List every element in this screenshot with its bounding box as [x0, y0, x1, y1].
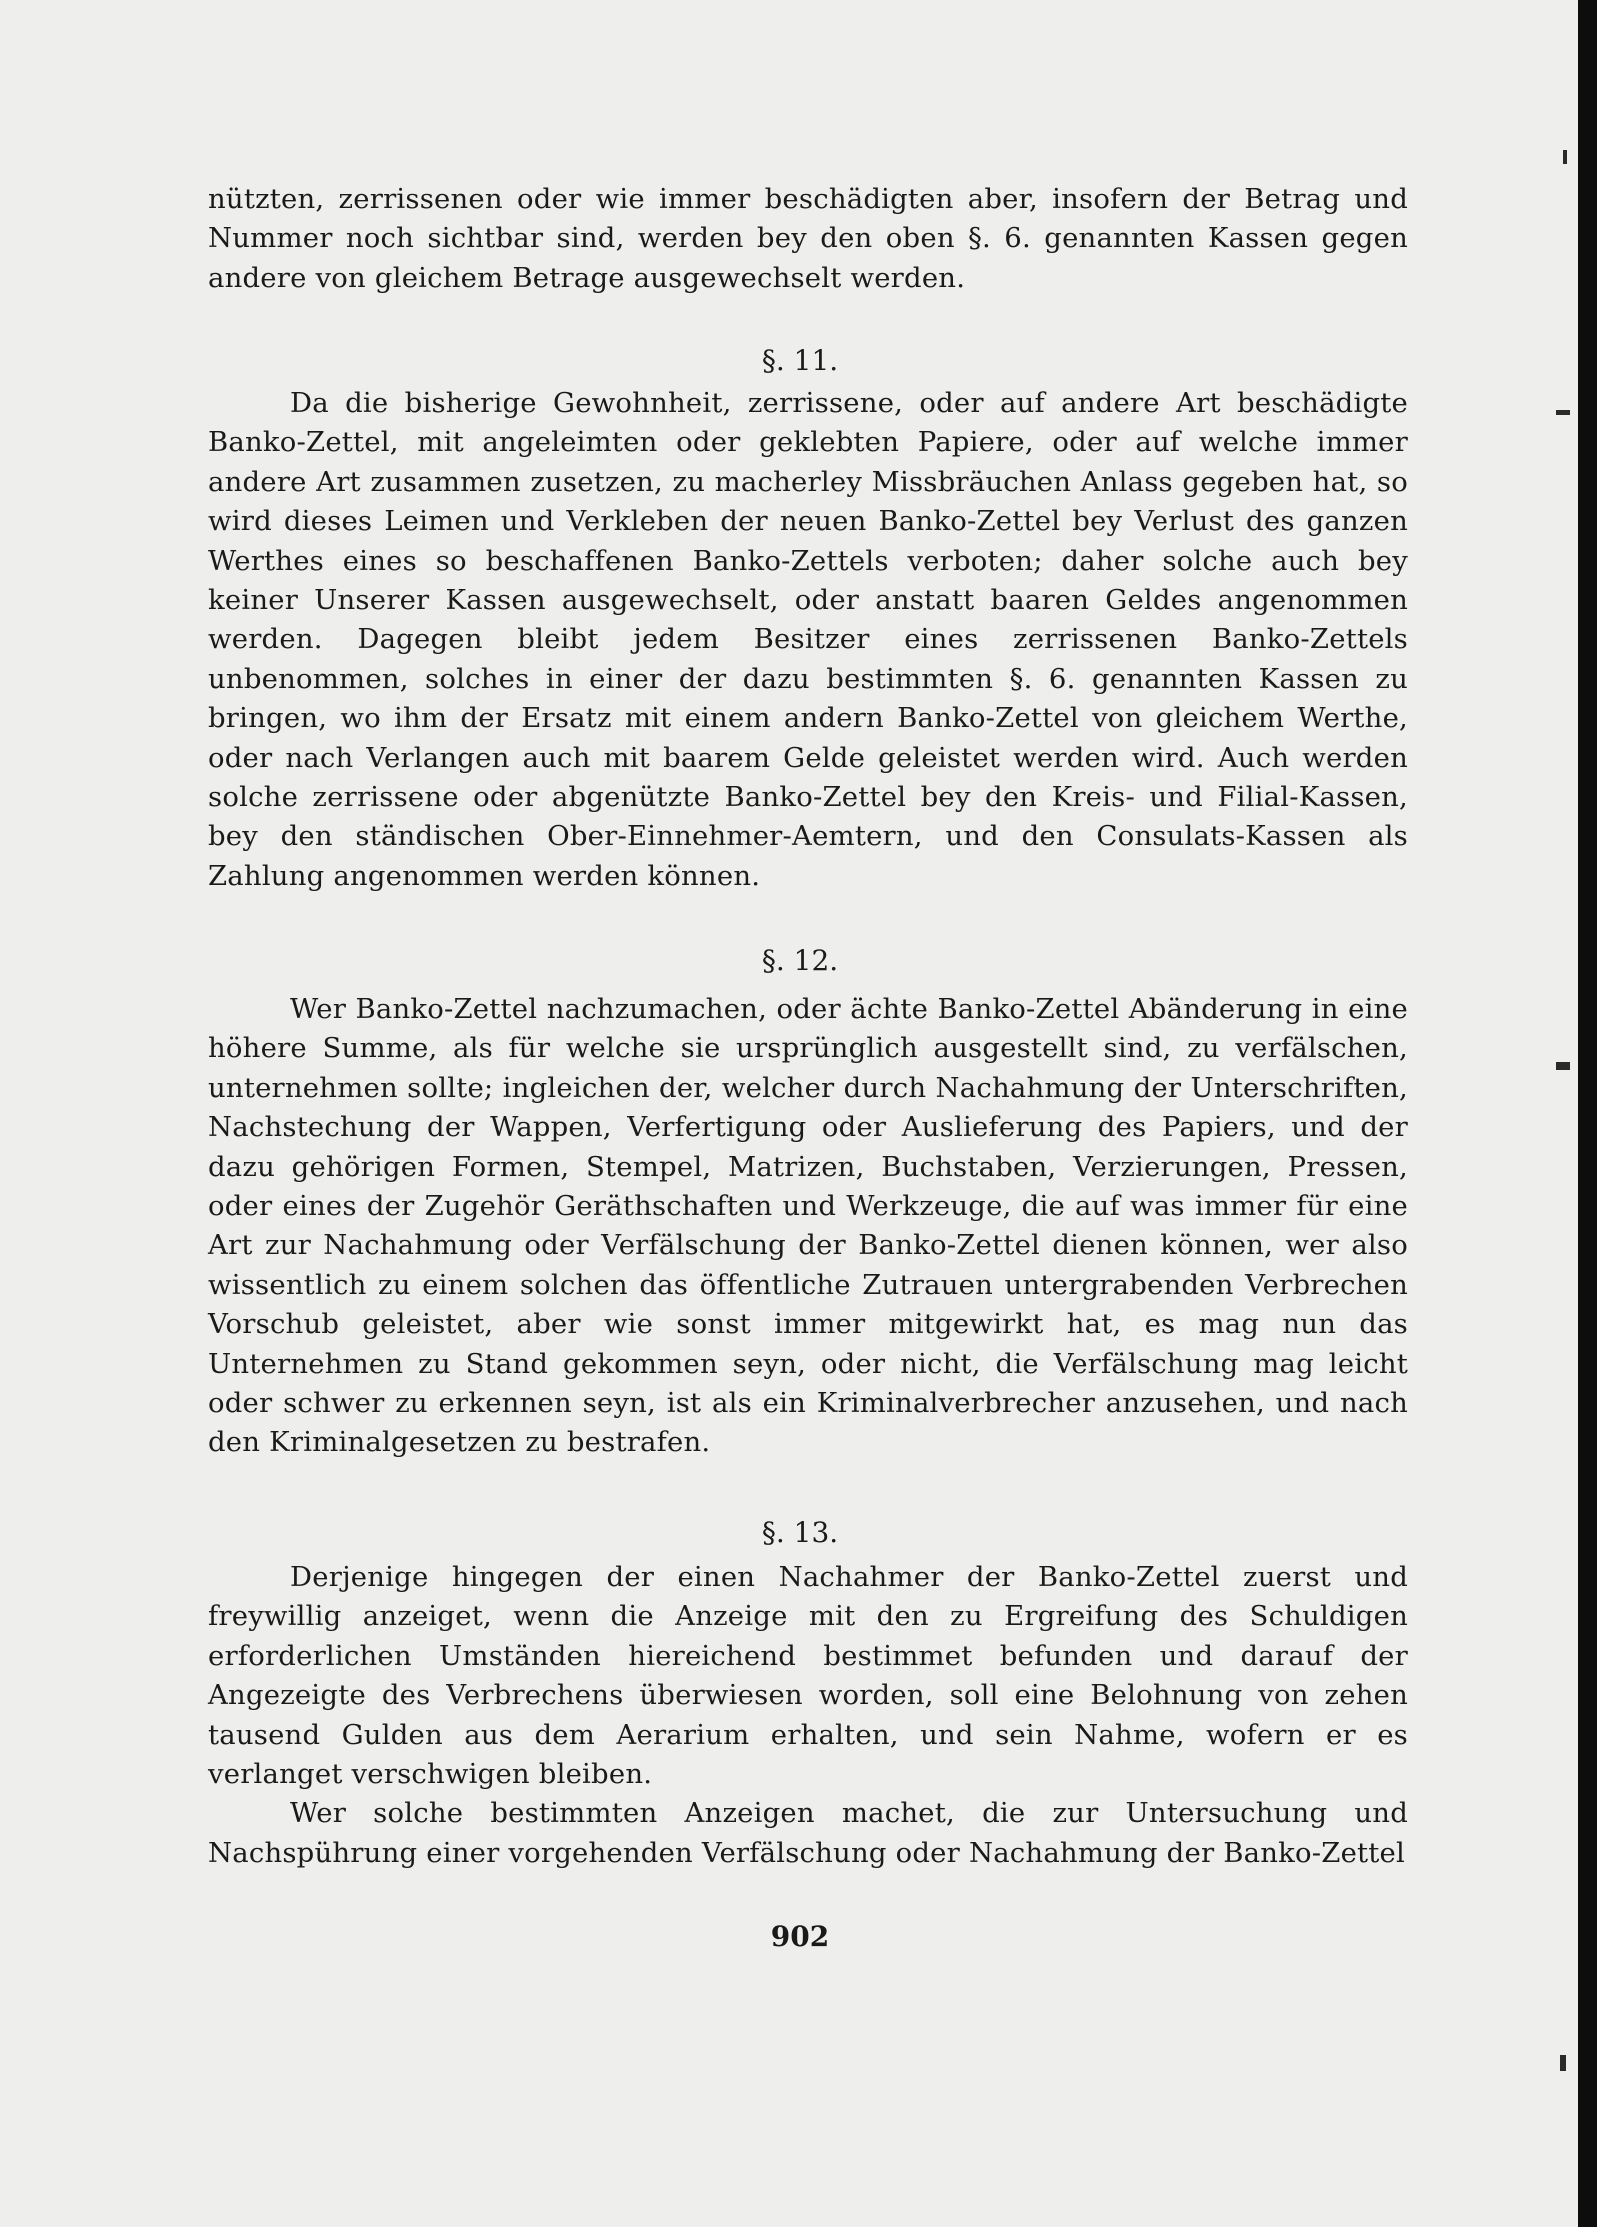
scan-edge-mark: [1563, 150, 1567, 164]
section-11-body: [208, 384, 1408, 896]
section-12-paragraph: Wer Banko-Zettel nachzumachen, oder ächte Banko-Zettel Abänderung in eine höhere Summe, als für welche sie ursprünglich ausgestellt sind, zu verfälschen, unternehmen sollte; ingleichen der, welcher durch Nachahmung der Unterschriften, Nachstechung der Wappen, Verfertigung oder Auslieferung des Papiers, und der dazu gehörigen Formen, Stempel, Matrizen, Buchstaben, Verzierungen, Pressen, oder eines der Zugehör Geräthschaften und Werkzeuge, die auf was immer für eine Art zur Nachahmung oder Verfälschung der Banko-Zettel dienen können, wer also wissentlich zu einem solchen das öffentliche Zutrauen untergrabenden Verbrechen Vorschub geleistet, aber wie sonst immer mitgewirkt hat, es mag nun das Unternehmen zu Stand gekommen seyn, oder nicht, die Verfälschung mag leicht oder schwer zu erkennen seyn, ist als ein Kriminalverbrecher anzusehen, und nach den Kriminalgesetzen zu bestrafen.: [208, 993, 1408, 1459]
page-number: 902: [770, 1920, 830, 1953]
scan-edge-mark: [1556, 410, 1570, 415]
section-12-body: [208, 990, 1408, 1463]
scan-edge-mark: [1560, 2055, 1566, 2071]
intro-paragraph-block: [208, 180, 1408, 298]
section-13-body: [208, 1558, 1408, 1873]
section-heading-12: §. 12.: [761, 944, 839, 977]
intro-paragraph: nützten, zerrissenen oder wie immer beschädigten aber, insofern der Betrag und Nummer noch sichtbar sind, werden bey den oben §. 6. genannten Kassen gegen andere von gleichem Betrage ausgewechselt werden.: [208, 183, 1408, 294]
section-11-paragraph: Da die bisherige Gewohnheit, zerrissene, oder auf andere Art beschädigte Banko-Zettel, mit angeleimten oder geklebten Papiere, oder auf welche immer andere Art zusammen zusetzen, zu macherley Missbräuchen Anlass gegeben hat, so wird dieses Leimen und Verkleben der neuen Banko-Zettel bey Verlust des ganzen Werthes eines so beschaffenen Banko-Zettels verboten; daher solche auch bey keiner Unserer Kassen ausgewechselt, oder anstatt baaren Geldes angenommen werden. Dagegen bleibt jedem Besitzer eines zerrissenen Banko-Zettels unbenommen, solches in einer der dazu bestimmten §. 6. genannten Kassen zu bringen, wo ihm der Ersatz mit einem andern Banko-Zettel von gleichem Werthe, oder nach Verlangen auch mit baarem Gelde geleistet werden wird. Auch werden solche zerrissene oder abgenützte Banko-Zettel bey den Kreis- und Filial-Kassen, bey den ständischen Ober-Einnehmer-Aemtern, und den Consulats-Kassen als Zahlung angenommen werden können.: [208, 387, 1408, 892]
section-13-paragraph-1: Derjenige hingegen der einen Nachahmer der Banko-Zettel zuerst und freywillig anzeiget, wenn die Anzeige mit den zu Ergreifung des Schuldigen erforderlichen Umständen hiereichend bestimmet befunden und darauf der Angezeigte des Verbrechens überwiesen worden, soll eine Belohnung von zehen tausend Gulden aus dem Aerarium erhalten, und sein Nahme, wofern er es verlanget verschwigen bleiben.: [208, 1561, 1408, 1791]
section-heading-13: §. 13.: [761, 1516, 839, 1549]
section-13-paragraph-2: Wer solche bestimmten Anzeigen machet, die zur Untersuchung und Nachspührung einer vorgehenden Verfälschung oder Nachahmung der Banko-Zettel: [208, 1797, 1408, 1869]
scan-border: [1578, 0, 1597, 2227]
section-heading-11: §. 11.: [761, 344, 839, 377]
scan-edge-mark: [1556, 1062, 1570, 1070]
